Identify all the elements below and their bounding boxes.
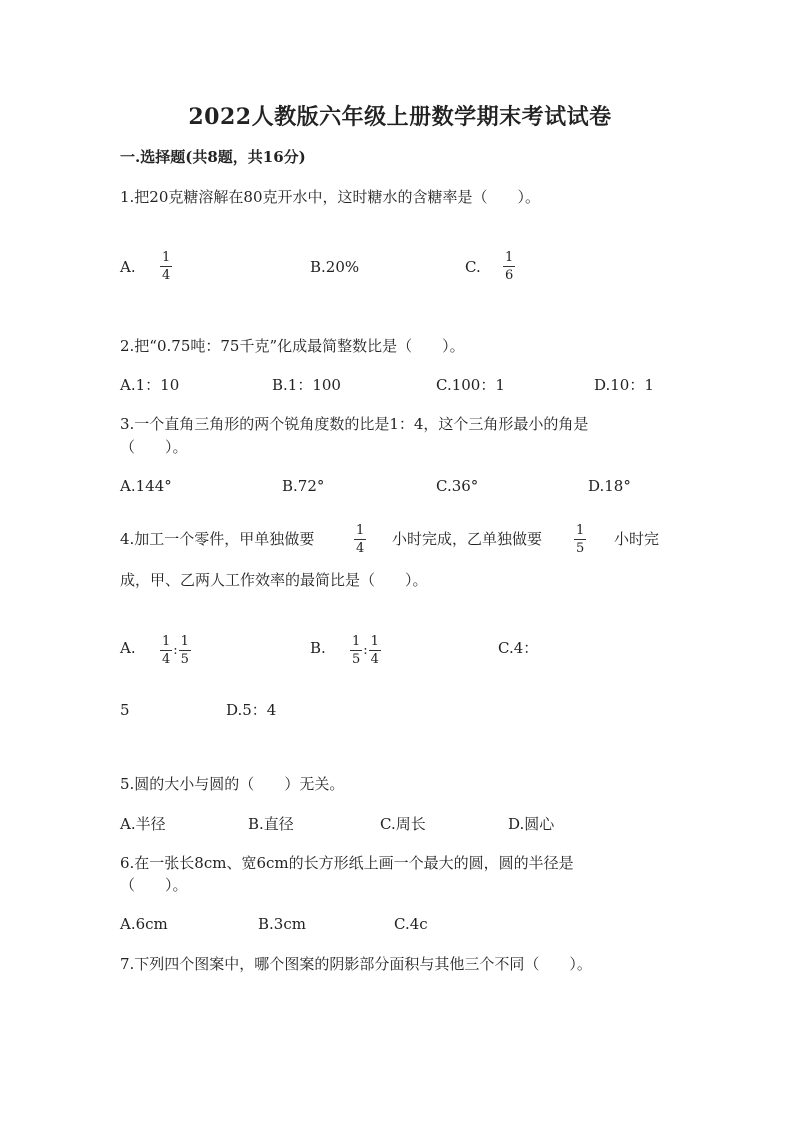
question-3-text-line1: 3.一个直角三角形的两个锐角度数的比是1：4，这个三角形最小的角是	[120, 415, 589, 433]
question-4-part3: 小时完	[614, 530, 660, 548]
q3-option-b: B.72°	[282, 477, 325, 495]
q3-option-c: C.36°	[436, 477, 479, 495]
section-heading: 一.选择题(共8题，共16分)	[120, 148, 306, 166]
q4-option-c: C.4：	[498, 639, 539, 657]
q4-option-c-continued: 5	[120, 701, 130, 719]
question-2-text: 2.把“0.75吨：75千克”化成最简整数比是（ ）。	[120, 337, 465, 355]
question-6-text-line2: （ ）。	[120, 876, 188, 894]
page-title: 2022人教版六年级上册数学期末考试试卷	[188, 104, 612, 130]
q3-option-d: D.18°	[588, 477, 631, 495]
question-3-text-line2: （ ）。	[120, 438, 188, 456]
q1-option-c-label: C.	[465, 258, 481, 276]
q5-option-b: B.直径	[248, 815, 294, 833]
question-6-text-line1: 6.在一张长8cm、宽6cm的长方形纸上画一个最大的圆，圆的半径是	[120, 854, 574, 872]
q1-option-b: B.20%	[310, 258, 360, 276]
question-4-part2: 小时完成，乙单独做要	[392, 530, 543, 548]
q6-option-c: C.4c	[394, 915, 428, 933]
question-4-line2: 成，甲、乙两人工作效率的最简比是（ ）。	[120, 571, 428, 589]
q4-option-b-label: B.	[310, 639, 326, 657]
q1-option-a-label: A.	[120, 258, 136, 276]
q6-option-a: A.6cm	[120, 915, 168, 933]
q1-option-c-fraction: $\frac{1}{6}$	[505, 250, 514, 283]
q5-option-d: D.圆心	[508, 815, 555, 833]
q2-option-b: B.1：100	[272, 376, 341, 394]
q5-option-a: A.半径	[120, 815, 166, 833]
q6-option-b: B.3cm	[258, 915, 306, 933]
q4-option-a-ratio: $\frac{1}{4}$ : $\frac{1}{5}$	[162, 634, 189, 667]
q2-option-c: C.100：1	[436, 376, 505, 394]
q4-fraction-yi: $\frac{1}{5}$	[576, 523, 585, 556]
q1-option-a-fraction: $\frac{1}{4}$	[162, 250, 171, 283]
q4-option-d: D.5：4	[226, 701, 277, 719]
q3-option-a: A.144°	[120, 477, 172, 495]
q2-option-d: D.10：1	[594, 376, 654, 394]
question-5-text: 5.圆的大小与圆的（ ）无关。	[120, 775, 345, 793]
q2-option-a: A.1：10	[120, 376, 180, 394]
q4-fraction-jia: $\frac{1}{4}$	[356, 523, 365, 556]
q4-option-b-ratio: $\frac{1}{5}$ : $\frac{1}{4}$	[352, 634, 379, 667]
question-1-text: 1.把20克糖溶解在80克开水中，这时糖水的含糖率是（ ）。	[120, 188, 540, 206]
question-4-part1: 4.加工一个零件，甲单独做要	[120, 530, 315, 548]
q5-option-c: C.周长	[380, 815, 426, 833]
question-7-text: 7.下列四个图案中，哪个图案的阴影部分面积与其他三个不同（ ）。	[120, 955, 592, 973]
q4-option-a-label: A.	[120, 639, 136, 657]
